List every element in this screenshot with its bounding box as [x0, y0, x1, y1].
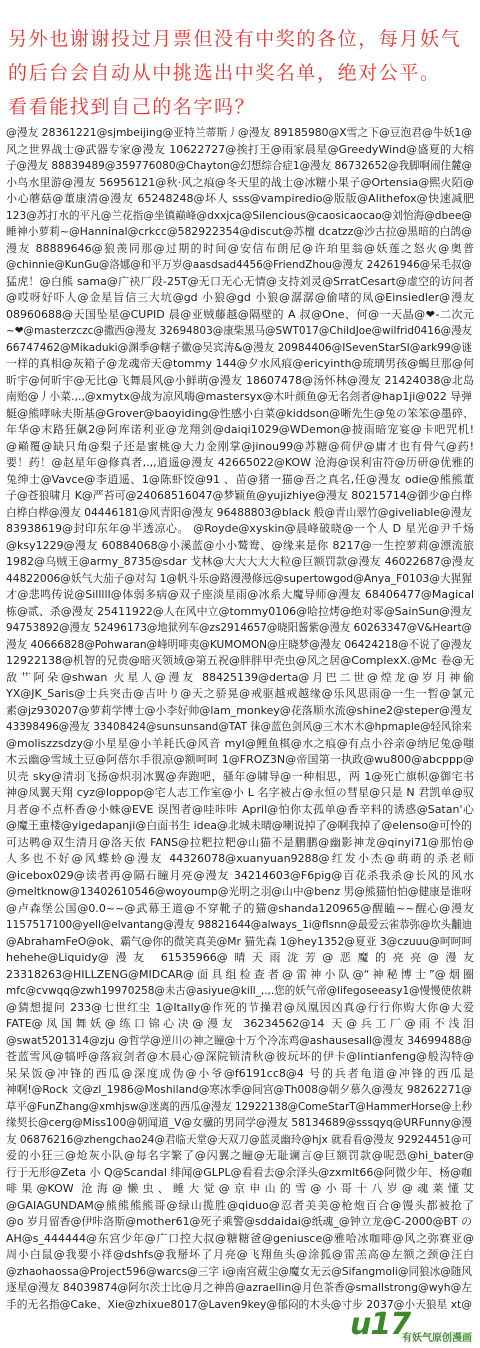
username-list-line: @zhaohaossa@Project596@warcs@三字 i@南宫葳尘@魔女无云@Sifangmoli@同狼冰@随风	[6, 1264, 472, 1278]
username-list-line: 风之世界战士@武器专家@漫友 10622727@挨打王@雨家晨星@GreedyWind@盛夏的大榕	[6, 142, 474, 156]
username-list-line: 草平@FunZhang@xmhjsw@迷离的西瓜@漫友 12922138@ComeStarT@HammerHorse@上秒	[6, 1099, 472, 1113]
username-list-line: 才@悲鸣传说@SillllI@体弱多病@双子座淡星雨@冰系大魔导师@漫友 68406477@Magical	[6, 588, 474, 601]
username-list-line: 手的无名指@Cake、Xie@zhixue8017@Laven9key@郁闷的木头@寸步 2037@小天狼星 xt@	[6, 1297, 472, 1311]
username-list-line: 1982@乌贼王@army_8735@sdar 戈林@大大大大大粒@巨额罚款@漫友 46022687@漫友	[6, 555, 474, 568]
username-list-line: 小鸟水里游@漫友 56956121@秋·风之痕@冬天里的战士@冰糖小果子@Ortensia@熙火陌@	[6, 175, 474, 189]
logo-tagline: 有妖气原创漫画	[402, 1333, 472, 1344]
username-list-line: 白桦白桦@漫友 04446181@风青阳@漫友 96488803@black 般@青山翠竹@giveliable@漫友	[6, 505, 472, 519]
username-list-line: 66747462@Mikaduki@渊季@轄子徽@吴宾涛&@漫友 20984406@ISevenStarSI@ark99@谜	[6, 340, 472, 354]
username-list-line: @巅覆@缺只角@梨子还是蜜桃@大力金刚掌@jinou99@苏糖@荷伊@庸才也有骨气@药!	[6, 439, 474, 453]
username-list-line: 43398496@漫友 33408424@sunsunsand@TAT 徕@蓝色剑风@三木木木@hpmaple@轻风徐来	[6, 720, 472, 733]
username-list-line: 木云幽@雪域土豆@阿蓓尔手很凉@额呵呵 1@FROZ3N@帝国第一执政@wu800@abcppp@	[6, 753, 474, 766]
username-list-line: 神啊!@Rock 文@zl_1986@Moshiland@寒冰季@间宫@Th008@朝夕慕久@漫友 98262271@	[6, 1083, 472, 1096]
notice-line: 的后台会自动从中挑选出中奖名单，绝对公平。	[8, 62, 441, 84]
username-list-line: 人多也不好@风蝶蛉@漫友 44326078@xuanyuan9288@红发小杰@萌萌的杀老师	[6, 852, 474, 865]
username-list-line: 神@凤翼天翔 cyz@loppop@宅人志工作室@小 L 名字被占@永恒の彗星@只是 N 君凯单@驭	[6, 786, 474, 799]
username-list-line: 83938619@封印东年@半透凉心。 @Royde@xyskin@晨峰破晓@一个人 D 星光@尹千炀	[6, 522, 474, 535]
username-list-line: 漫友 88889646@狼羡同那@过期的时间@安信布朗尼@许珀里翁@妖莲之怒火@奥普	[6, 241, 474, 255]
username-list-line: 子@苍狼啸月 K@严苔可@24068516047@梦颖鱼@yujizhiye@漫友 80215714@御少@白桦	[6, 489, 472, 502]
username-list-line: @魔王重楼@yigedapanji@白面书生 idea@北城未晴@喇说掉了@啊我掉了@elenso@可怜的	[6, 819, 472, 832]
username-list-line: 可达鸭@双生清月@洛天依 FANS@拉粑拉粑@山猫不是鹏鹏@幽影神龙@qinyi71@那怡@	[6, 835, 474, 849]
username-list-line: 要！药！@赵星年@修真者,.,,逍遥@漫友 42665022@KOW 沧海@误利宙符@历研@优雅的	[6, 456, 474, 469]
username-list-line: AH@s_444444@东宫少年@广口控大叔@糖糖爸@geniusce@雅哈冰咖啡@风之弥赛亚@	[6, 1231, 474, 1245]
username-list-line: 昕宇@何昕宇@无比@飞舞晨风@小鲜萌@漫友 18607478@汤怀林@漫友 21424038@北岛	[6, 373, 474, 387]
username-list-line: 漫友 40666828@Pohwaran@峰明啡夷@KUMOMON@庄晓梦@漫友 06424218@不说了@漫友	[6, 637, 472, 651]
username-list-line: 23318263@HILLZENG@MIDCAR@面具组检查者@雷神小队@“神秘博士”@烟圈	[6, 967, 474, 981]
username-list-line: @猜想提问 233@七世红尘 1@Itally@作死的节操君@凤凰因凶真@行行你购大你@大爱	[6, 1000, 474, 1014]
username-list-line: 猛虎！@白熊 sama@广袂厂段-25T@无口无心无情@支持刘灵@SrratCesart@虚空的访问者	[6, 274, 474, 288]
username-list-line: 敌艹阿朵@shwan 火星人@漫友 88425139@derta@月巴二世@煌龙@岁月神偷	[6, 670, 474, 684]
username-list-line: hehehe@Liquidy@漫友 61535966@晴天雨泷芳@恶魔的亮亮@漫友	[6, 951, 474, 964]
username-list-line: YX@JK_Saris@士兵突击@吉叶り@天之骄晃@戒驱越戒越缘@乐风思雨@一生一暂@氯元	[6, 687, 474, 700]
username-list-line: 贝壳 sky@清羽飞扬@炽羽冰翼@奔跑吧，骚年@啸导@一种相思，两 1@死亡旗帜@御宅书	[6, 769, 474, 783]
notice-text	[8, 22, 472, 124]
username-list-line: 缘契长@cerg@Miss100@朝闻道_V@女骥的男同学@漫友 58134689@sssqyq@URFunny@漫	[6, 1116, 472, 1129]
username-list-line: 爱的小狂三@炝灰小队@每名字繁了@闪翼之瞳@无耻谰言@巨额罚款@呢恐@hi_bater@	[6, 1149, 474, 1162]
username-list-line: @icebox029@读者再@隔石瞳月亮@漫友 34214603@F6pig@百花杀我杀@长风的风水	[6, 868, 474, 882]
username-list-line: mfc@cvwqq@zwh19970258@未古@asiyue@kill_,.,.您的妖气帝@lifegoseeasy1@慢慢使侬耕	[6, 984, 472, 997]
username-list-line: 一样的真相@灰箱子@龙魂帝天@tommy 144@夕水风痕@ericyinth@琉璃男孩@蝎旦那@何	[6, 357, 474, 370]
username-list-line: @卢森堡公国@0.0~~@武幕王道@不穿靴子的猫@shanda120965@醒瞌~~醒心@漫友	[6, 901, 474, 915]
notice-line: 另外也谢谢投过月票但没有中奖的各位，每月妖气	[8, 28, 462, 50]
username-list-line: 呆呆饭@冲锋的西瓜@深度成伪@小爷@f6191cc8@4 号的兵者龟道@冲锋的西瓜是	[6, 1066, 474, 1080]
username-list-line: ~❤@masterzczc@撒西@漫友 32694803@康柴黑马@SWT017@ChildJoe@wilfrid0416@漫友	[6, 324, 472, 337]
username-list-line: @ksy1229@漫友 60884068@小溪蓝@小小鹫鸯、@缘来是你 8217@一生控萝莉@漂流旅	[6, 538, 474, 552]
username-list-line: 栋@贰、杀@漫友 25411922@人在风中立@tommy0106@哈拉烤@绝对零@SainSun@漫友	[6, 604, 472, 618]
username-list-line: FATE@凤国舞妖@练口锦心决@漫友 36234562@14 天@兵工厂@雨不浅泪	[6, 1017, 474, 1030]
username-list-line: 兔绅士@Vavce@李逍遥、1@陈虾饺@91 、苗@猪一猫@吾之真名,任@漫友 odie@熊熊董	[6, 472, 474, 486]
username-list-line: 周小白鼠@我要小祥@dshfs@我掰坏了月亮@飞翔鱼头@涂狐@雷羔高@左额之颈@汪白	[6, 1248, 474, 1261]
username-list-line: 苍蓝雪风@犒呼@落寂剑者@木晨心@深院锁清秋@彼玩坏的伊卡@lintianfeng@般沟特@	[6, 1050, 474, 1063]
username-list-line: 12922138@机智的兄贵@暗灭领域@第五祝@胖胖甲壳虫@风之居@ComplexX.@Mc 卷@无	[6, 654, 474, 667]
u17-logo	[350, 1307, 472, 1346]
username-list-line: 44822006@妖气大茄子@对勾 1@帆斗乐@路漫漫修远@supertowgod@Anya_F0103@大猩猩	[6, 571, 472, 585]
username-list-line: 年华@末路狂飙2@阿库诺利亚@龙翔剑@daiqi1029@WDemon@披雨暗宠宴@卡吧咒机!	[6, 423, 474, 436]
username-list-line: 行于无形@Zeta 小 Q@Scandal 绯闻@GLPL@看看去@余泽头@zxmlt66@阿微少年、杨@咖	[6, 1165, 472, 1179]
username-list	[6, 125, 474, 1313]
username-list-line: 子@漫友 88839489@359776080@Chayton@幻想综合症1@漫友 86732652@我脚啊闹住麓@	[6, 159, 472, 172]
username-list-line: @swat5201314@zju @哲学@逆川の神之瞳@十万个冷冻鸡@ashausesall@漫友 34699488@	[6, 1033, 472, 1047]
username-list-line: 94753892@漫友 52496173@地狱列车@zs2914657@晓阳酱紫@漫友 60263347@V&Heart@	[6, 621, 472, 634]
username-list-line: @漫友 28361221@sjmbeijing@亚特兰蒂斯丿@漫友 89185980@X雪之下@豆泡君@牛妖1@	[6, 126, 472, 139]
username-list-line: @chinnie@KunGu@洛娜@和平万岁@aasdsad4456@FriendZhou@漫友 24261946@呆毛叔@	[6, 258, 472, 271]
logo-mark: u17	[350, 1307, 411, 1342]
username-list-line: 小心蘑菇@董康清@漫友 65248248@坏人 sss@vampiredio@版版@Alithefox@快速减肥	[6, 192, 474, 205]
username-list-line: 逐星@漫友 84039874@阿尔茨士比@月之神兽@azraellin@月色茶香@smallstrong@wyh@左	[6, 1281, 472, 1294]
username-list-line: 艇@熊哮咏夫斯基@Grover@baoyiding@性感小白菜@kiddson@晰先生@兔の笨笨@墨碎、	[6, 406, 474, 420]
username-list-line: @o 岁月留香@伊咔洛斯@mother61@死子乘警@sddaidai@纸魂_@钟立龙@C-2000@BT の	[6, 1215, 472, 1228]
username-list-line: @AbrahamFeO@ok、霸气@你的微笑真美@Mr 猫先森 1@hey1352@夏亚 3@czuuu@呵呵呵	[6, 934, 472, 948]
notice-line: 看看能找到自己的名字吗？	[8, 96, 256, 118]
username-list-line: 08960688@天国坠星@CUPID 晨@亚贼藤越@隔壁的 A 叔@One、何@一天晶@❤-二次元	[6, 307, 474, 321]
username-list-line: 睡神小萝莉~@Hanninal@crkcc@582922354@discut@苏檀 dcatzz@沙古拉@黑暗的白鸽@	[6, 225, 472, 238]
username-list-line: 啡果@KOW 沧海@懒虫、睡大觉@京申山的雪@小哥十八岁@魂莱懂艾	[6, 1182, 474, 1195]
username-list-line: @meltknow@13402610546@woyoump@光明之羽@山中@benz 男@熊猫怕怕@健康是谁呀	[6, 885, 472, 898]
username-list-line: @moliszzsdzy@小星星@小羊耗氏@风音 myl@鲤鱼棋@水之痕@有点小谷亲@纳尼兔@嗤	[6, 736, 474, 750]
username-list-line: 素@jz930207@萝莉学博士@小李好帅@lam_monkey@花落顺水流@shine2@steper@漫友	[6, 703, 472, 717]
username-list-line: @哎呀好吓人@金星旨信三大坑@gd 小狼@gd 小狼@潺潺@偷啫的凤@Einsiedler@漫友	[6, 291, 474, 304]
username-list-line: 月者@不点杯香@小蛛@EVE 误图者@哇咔咔 April@怕你太孤单@香辛料的诱惑@Satan'心	[6, 802, 474, 816]
username-list-line: 1157517100@yell@elvantang@漫友 98821644@always_1i@flsnn@最爱云雀恭弥@坎头黼迪	[6, 918, 472, 931]
username-list-line: 123@苏打水的平凡@兰花指@坐镇巅峰@dxxjca@Silencious@caosicaocao@刘怡海@dbee@	[6, 208, 472, 222]
username-list-line: @GAIAGUNDAM@熊熊熊熊哥@绿山揽胜@qiduo@忍者美美@枪炮百合@馒头都被抢了	[6, 1198, 474, 1212]
username-list-line: 南贻@丿小菜.,.,@xmytx@战为凉风嗨@mastersyx@木叶颜鱼@无名刽者@hap1ji@022 导弹	[6, 390, 472, 403]
username-list-line: 友 06876216@zhengchao24@君临天堂@天双刀@蓝灵幽玲@hjx 就看看@漫友 92924451@可	[6, 1132, 472, 1146]
